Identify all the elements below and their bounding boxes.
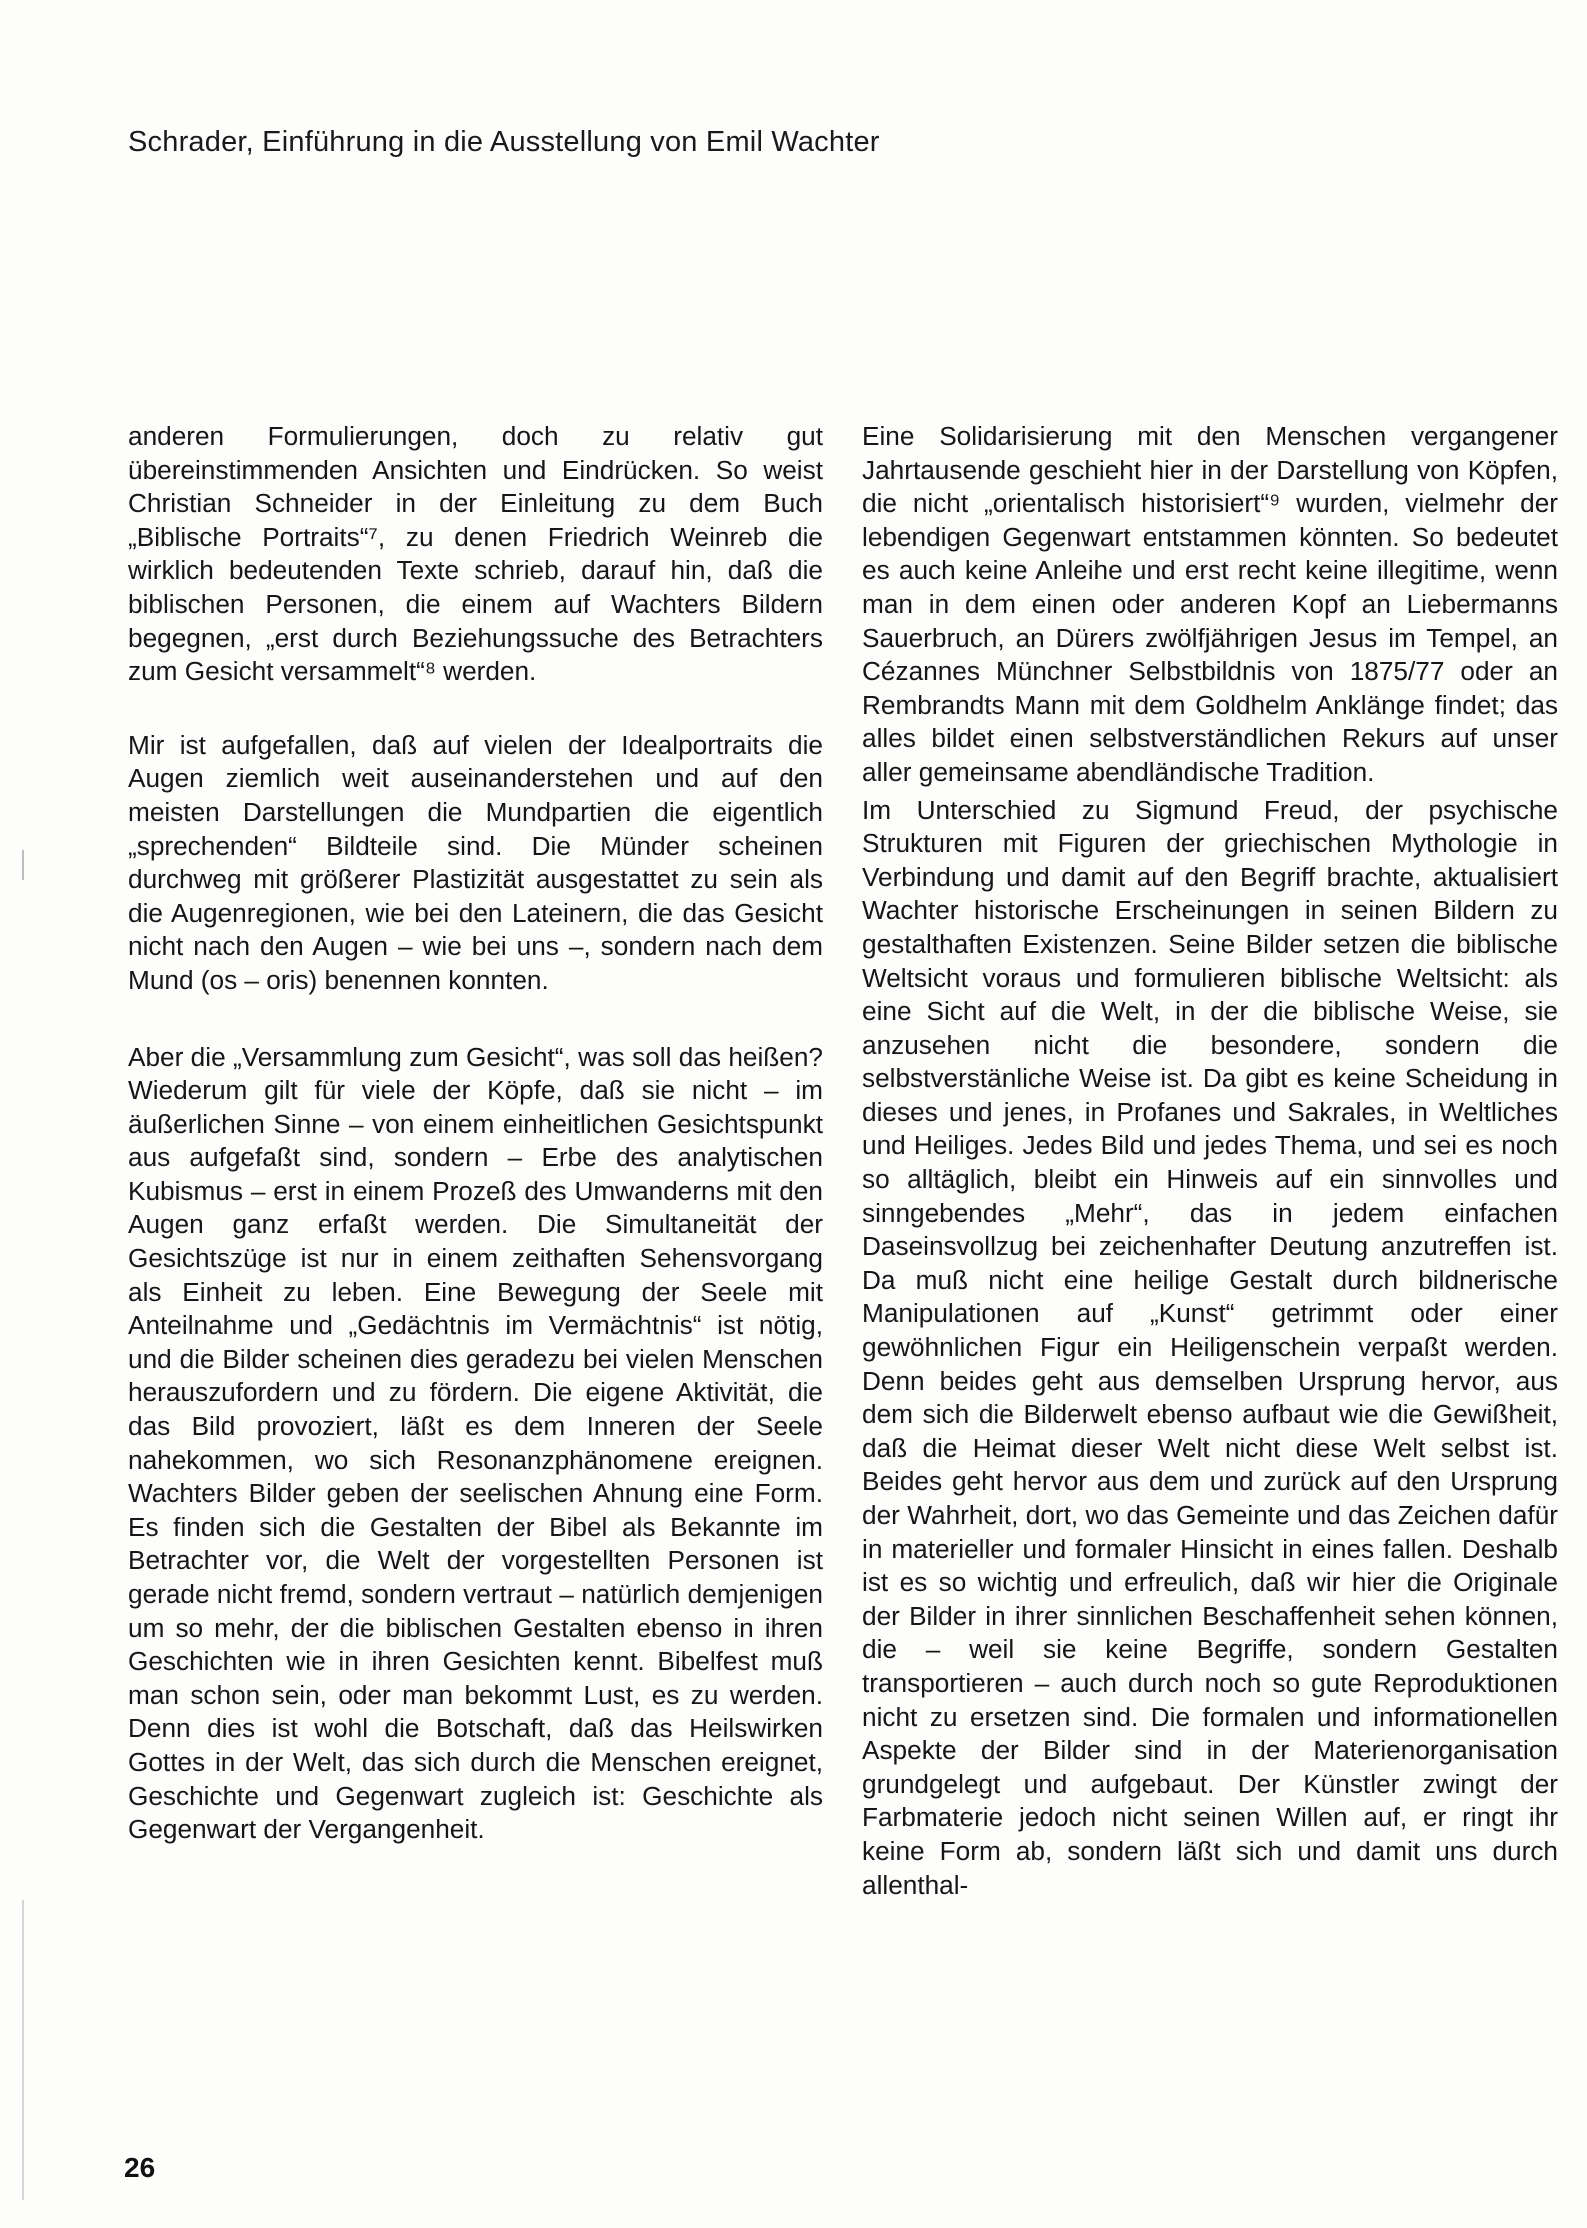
paragraph: Mir ist aufgefallen, daß auf vielen der Idealportraits die Augen ziemlich weit auseinanderstehen und auf den meisten Darstellungen die Mundpartien die eigentlich „sprechenden“ Bildteile sind. Die Münder scheinen durchweg mit größerer Plastizität ausgestattet zu sein als die Augenregionen, wie bei den Lateinern, die das Gesicht nicht nach den Augen – wie bei uns –, sondern nach dem Mund (os – oris) benennen konnten. [128, 729, 823, 995]
paragraph: anderen Formulierungen, doch zu relativ gut übereinstimmenden Ansichten und Eindrücken. So weist Christian Schneider in der Einleitung zu dem Buch „Biblische Portraits“⁷, zu denen Friedrich Weinreb die wirklich bedeutenden Texte schrieb, darauf hin, daß die biblischen Personen, die einem auf Wachters Bildern begegnen, „erst durch Beziehungssuche des Betrachters zum Gesicht versammelt“⁸ werden. [128, 421, 823, 687]
scan-artifact [22, 1900, 24, 2200]
running-head: Schrader, Einführung in die Ausstellung von Emil Wachter [128, 126, 880, 158]
right-column [862, 420, 1558, 1902]
left-column [128, 420, 823, 1847]
page-number: 26 [124, 2152, 156, 2183]
paragraph: Aber die „Versammlung zum Gesicht“, was soll das heißen? Wiederum gilt für viele der Köpfe, daß sie nicht – im äußerlichen Sinne – von einem einheitlichen Gesichtspunkt aus aufgefaßt sind, sondern – Erbe des analytischen Kubismus – erst in einem Prozeß des Umwanderns mit den Augen ganz erfaßt werden. Die Simultaneität der Gesichtszüge ist nur in einem zeithaften Sehensvorgang als Einheit zu leben. Eine Bewegung der Seele mit Anteilnahme und „Gedächtnis im Vermächtnis“ ist nötig, und die Bilder scheinen dies geradezu bei vielen Menschen herauszufordern und zu fördern. Die eigene Aktivität, die das Bild provoziert, läßt es dem Inneren der Seele nahekommen, wo sich Resonanzphänomene ereignen. Wachters Bilder geben der seelischen Ahnung eine Form. Es finden sich die Gestalten der Bibel als Bekannte im Betrachter vor, die Welt der vorgestellten Personen ist gerade nicht fremd, sondern vertraut – natürlich demjenigen um so mehr, der die biblischen Gestalten ebenso in ihren Geschichten wie in ihren Gesichten kennt. Bibelfest muß man schon sein, oder man bekommt Lust, es zu werden. Denn dies ist wohl die Botschaft, daß das Heilswirken Gottes in der Welt, das sich durch die Menschen ereignet, Geschichte und Gegenwart zugleich ist: Geschichte als Gegenwart der Vergangenheit. [128, 1041, 823, 1845]
paragraph: Im Unterschied zu Sigmund Freud, der psychische Strukturen mit Figuren der griechischen Mythologie in Verbindung und damit auf den Begriff brachte, aktualisiert Wachter historische Erscheinungen in seinen Bildern zu gestalthaften Existenzen. Seine Bilder setzen die biblische Weltsicht voraus und formulieren biblische Weltsicht: als eine Sicht auf die Welt, in der die biblische Weise, sie anzusehen nicht die besondere, sondern die selbstverstänliche Weise ist. Da gibt es keine Scheidung in dieses und jenes, in Profanes und Sakrales, in Weltliches und Heiliges. Jedes Bild und jedes Thema, und sei es noch so alltäglich, bleibt ein Hinweis auf ein sinnvolles und sinngebendes „Mehr“, das in jedem einfachen Daseinsvollzug bei zeichenhafter Deutung anzutreffen ist. Da muß nicht eine heilige Gestalt durch bildnerische Manipulationen auf „Kunst“ getrimmt oder einer gewöhnlichen Figur ein Heiligenschein verpaßt werden. Denn beides geht aus demselben Ursprung hervor, aus dem sich die Bilderwelt ebenso aufbaut wie die Gewißheit, daß die Heimat dieser Welt nicht diese Welt selbst ist. Beides geht hervor aus dem und zurück auf den Ursprung der Wahrheit, dort, wo das Gemeinte und das Zeichen dafür in materieller und formaler Hinsicht in eines fallen. Deshalb ist es so wichtig und erfreulich, daß wir hier die Originale der Bilder in ihrer sinnlichen Beschaffenheit sehen können, die – weil sie keine Begriffe, sondern Gestalten transportieren – auch durch noch so gute Reproduktionen nicht zu ersetzen sind. Die formalen und informationellen Aspekte der Bilder sind in der Materienorganisation grundgelegt und aufgebaut. Der Künstler zwingt der Farbmaterie jedoch nicht seinen Willen auf, er ringt ihr keine Form ab, sondern läßt sich und damit uns durch allenthal- [862, 794, 1558, 1900]
paragraph: Eine Solidarisierung mit den Menschen vergangener Jahrtausende geschieht hier in der Darstellung von Köpfen, die nicht „orientalisch historisiert“⁹ wurden, vielmehr der lebendigen Gegenwart entstammen könnten. So bedeutet es auch keine Anleihe und erst recht keine illegitime, wenn man in dem einen oder anderen Kopf an Liebermanns Sauerbruch, an Dürers zwölfjährigen Jesus im Tempel, an Cézannes Münchner Selbstbildnis von 1875/77 oder an Rembrandts Mann mit dem Goldhelm Anklänge findet; das alles bildet einen selbstverständlichen Rekurs auf unser aller gemeinsame abendländische Tradition. [862, 421, 1558, 787]
scan-artifact [22, 850, 24, 880]
